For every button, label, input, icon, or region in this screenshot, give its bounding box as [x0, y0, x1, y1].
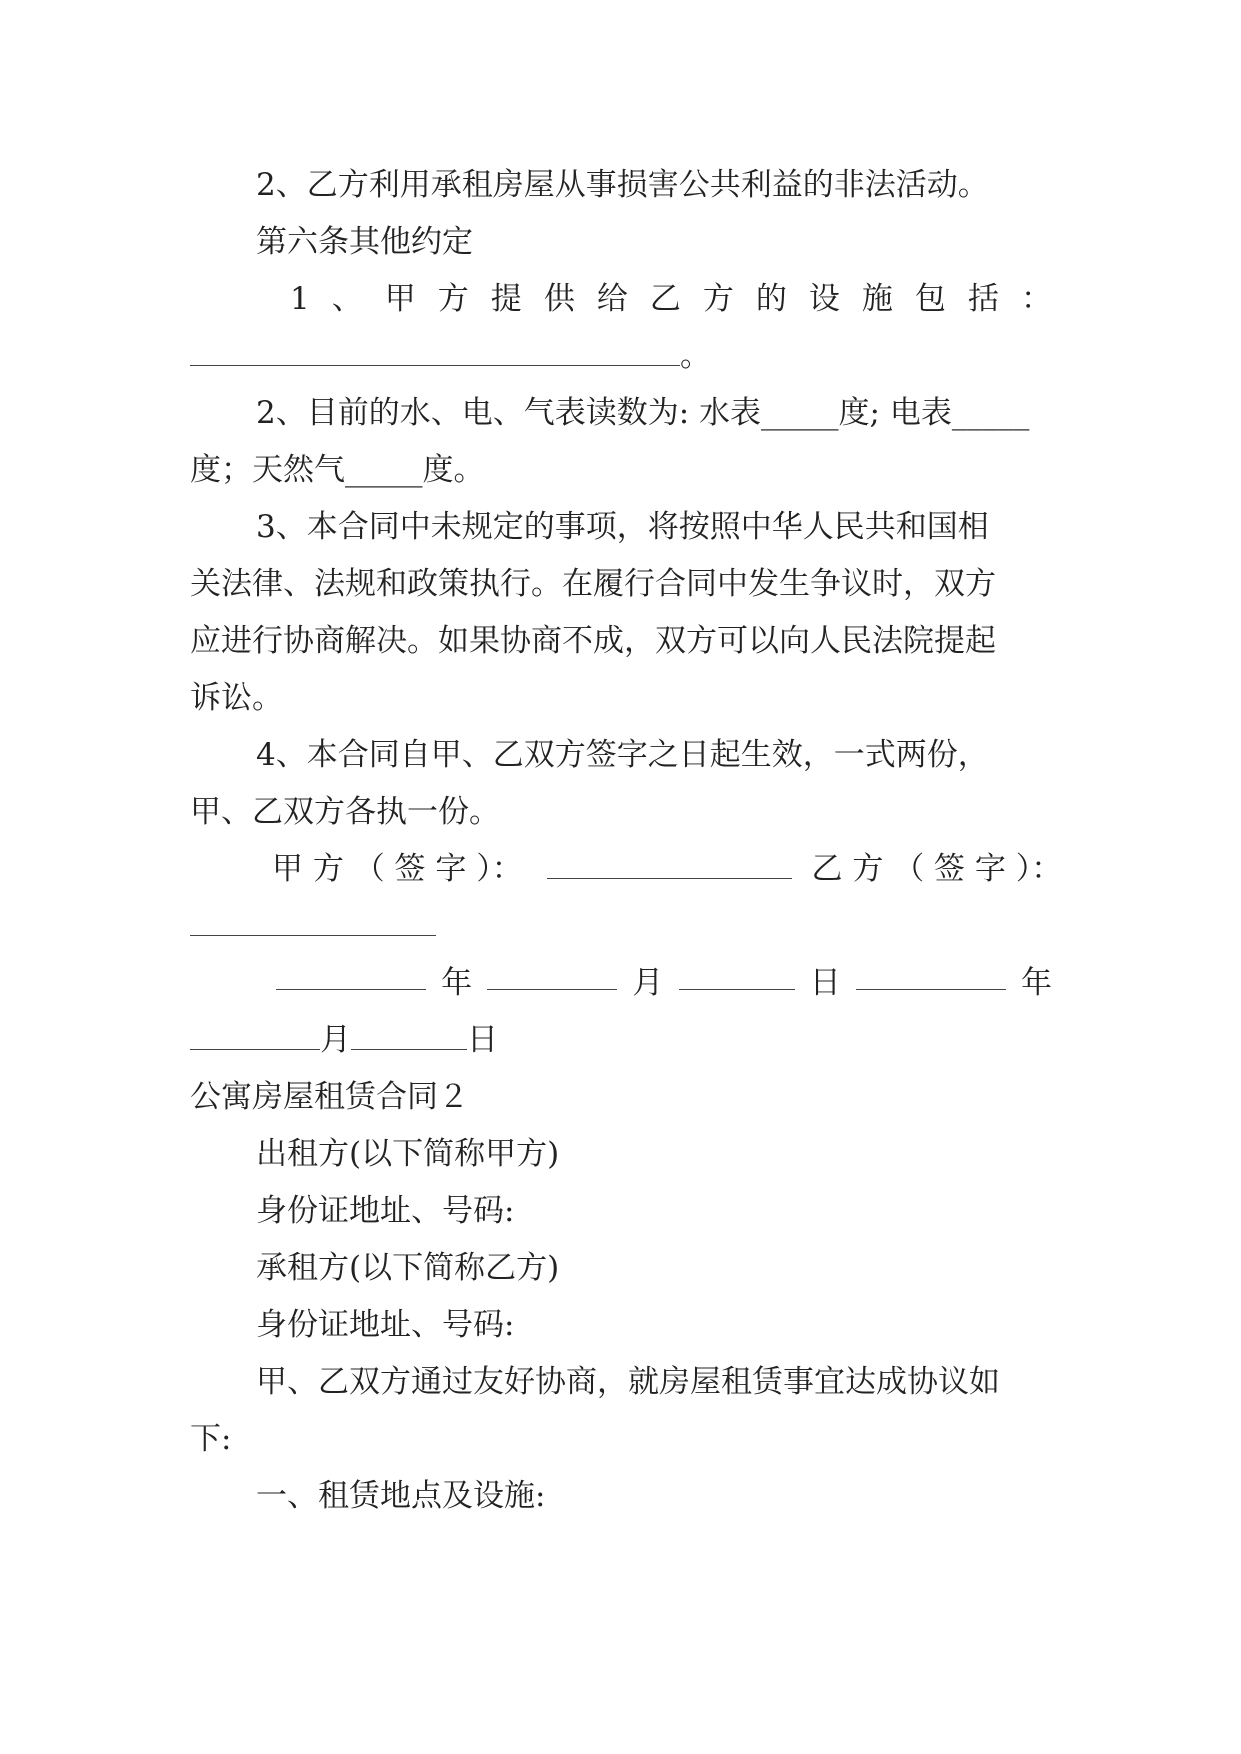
date-line: [276, 963, 1052, 1003]
party-b-signature-label: 乙 方 （ 签 字 ）：: [811, 851, 1063, 887]
text-line-3d: 诉讼。: [190, 680, 283, 716]
char: 甲: [384, 281, 416, 317]
party-a-signature-label: 甲 方 （ 签 字 ）：: [272, 851, 523, 887]
text-line-lessor-id: 身份证地址、号码:: [256, 1193, 515, 1229]
year-label-b: 年: [1020, 965, 1052, 1001]
text-line-4b: 甲、乙双方各执一份。: [190, 794, 500, 830]
text-line-4a: 4、本合同自甲、乙双方签字之日起生效，一式两份，: [256, 737, 989, 773]
text-line-agreement-end: 下:: [190, 1421, 232, 1457]
char: 施: [861, 281, 893, 317]
char: 括: [967, 281, 999, 317]
char: 的: [755, 281, 787, 317]
text-line-facilities: [290, 279, 1052, 319]
char: 、: [331, 281, 363, 317]
month-label-b: 月: [320, 1022, 351, 1058]
year-blank-b: [856, 963, 1006, 990]
text-line-agreement: 甲、乙双方通过友好协商，就房屋租赁事宜达成协议如: [256, 1364, 1000, 1400]
party-b-signature-blank-line: [190, 906, 1052, 946]
char: 方: [702, 281, 734, 317]
signature-line: [272, 849, 1063, 889]
char: 给: [596, 281, 628, 317]
day-label: 日: [809, 965, 841, 1001]
month-blank-b: [190, 1023, 320, 1050]
text-line-1: 2、乙方利用承租房屋从事损害公共利益的非法活动。: [256, 167, 989, 203]
char: 设: [808, 281, 840, 317]
text-line-meter: 2、目前的水、电、气表读数为: 水表_____度; 电表_____: [256, 395, 1030, 431]
day-blank: [679, 963, 795, 990]
section-heading-other: 第六条其他约定: [256, 224, 473, 260]
char: 方: [437, 281, 469, 317]
day-blank-b: [351, 1023, 467, 1050]
party-a-signature-blank: [547, 852, 792, 879]
month-blank: [487, 963, 617, 990]
text-line-3c: 应进行协商解决。如果协商不成，双方可以向人民法院提起: [190, 623, 996, 659]
char: 包: [914, 281, 946, 317]
fill-blank: [190, 339, 680, 366]
date-line-continued: [190, 1020, 1052, 1060]
month-label: 月: [632, 965, 664, 1001]
year-blank: [276, 963, 426, 990]
text-line-3a: 3、本合同中未规定的事项，将按照中华人民共和国相: [256, 509, 989, 545]
char: 1: [290, 281, 310, 317]
char: 供: [543, 281, 575, 317]
document-title-2: 公寓房屋租赁合同２: [190, 1079, 469, 1115]
text-line-gas: 度；天然气_____度。: [190, 452, 485, 488]
text-line-facilities-blank: [190, 336, 1052, 376]
day-label-b: 日: [467, 1022, 498, 1058]
period: 。: [680, 338, 711, 374]
text-line-lessor: 出租方(以下简称甲方): [256, 1136, 560, 1172]
text-line-3b: 关法律、法规和政策执行。在履行合同中发生争议时，双方: [190, 566, 996, 602]
char: 乙: [649, 281, 681, 317]
char: 提: [490, 281, 522, 317]
text-line-lessee-id: 身份证地址、号码:: [256, 1307, 515, 1343]
section-heading-location: 一、租赁地点及设施:: [256, 1478, 546, 1514]
char: ：: [1020, 281, 1052, 317]
text-line-lessee: 承租方(以下简称乙方): [256, 1250, 560, 1286]
year-label: 年: [441, 965, 473, 1001]
party-b-signature-blank: [190, 909, 436, 936]
